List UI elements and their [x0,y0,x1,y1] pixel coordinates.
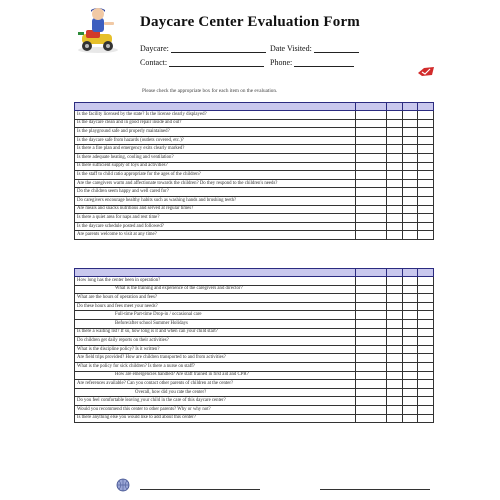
checkbox-cell[interactable] [386,294,402,303]
checkbox-cell[interactable] [402,171,418,180]
checkbox-cell[interactable] [402,119,418,128]
table-row [75,119,434,128]
table-row [75,188,434,197]
question-text: Full-time Part-time Drop-in / occasional care [75,311,356,320]
checkbox-cell[interactable] [386,380,402,389]
question-text: Are references available? Can you contact other parents of children at the center? [75,380,356,389]
question-text: How long has the center been in operation? [75,277,356,286]
checkbox-cell[interactable] [418,136,434,145]
checkbox-cell[interactable] [386,214,402,223]
checkbox-cell[interactable] [402,214,418,223]
question-text: Is there adequate heating, cooling and ventilation? [75,153,356,162]
checkbox-cell[interactable] [418,277,434,286]
checkbox-cell[interactable] [386,145,402,154]
question-text: Is the daycare schedule posted and followed? [75,222,356,231]
question-text: Is there a waiting list? If so, how long is it and when can your child start? [75,328,356,337]
question-text: Are meals and snacks nutritious and served at regular times? [75,205,356,214]
checkbox-cell[interactable] [386,196,402,205]
comment-cell[interactable] [355,362,386,371]
checkbox-cell[interactable] [418,153,434,162]
child-clipart-icon [70,6,126,54]
checkbox-cell[interactable] [386,362,402,371]
table-row [75,277,434,286]
comment-cell[interactable] [355,302,386,311]
comment-cell[interactable] [355,388,386,397]
checkbox-cell[interactable] [386,397,402,406]
table-row [75,337,434,346]
checkbox-cell[interactable] [386,337,402,346]
date-visited-field[interactable] [270,44,359,53]
checkbox-cell[interactable] [402,345,418,354]
checkbox-cell[interactable] [386,302,402,311]
question-text: How are emergencies handled? Are staff trained in first aid and CPR? [75,371,356,380]
table-row [75,171,434,180]
table-row [75,136,434,145]
daycare-field[interactable] [140,44,266,53]
table-row [75,111,434,120]
table-row [75,380,434,389]
checkbox-cell[interactable] [386,328,402,337]
comment-cell[interactable] [355,196,386,205]
checkbox-cell[interactable] [402,328,418,337]
table-row [75,285,434,294]
checkbox-cell[interactable] [418,405,434,414]
table-row [75,354,434,363]
daycare-label: Daycare: [140,44,169,53]
checkbox-cell[interactable] [418,162,434,171]
phone-field[interactable] [270,58,354,67]
checkbox-cell[interactable] [402,388,418,397]
checkbox-cell[interactable] [402,128,418,137]
checkbox-cell[interactable] [402,111,418,120]
checkbox-cell[interactable] [386,153,402,162]
checkbox-cell[interactable] [402,222,418,231]
checkbox-cell[interactable] [418,231,434,240]
checkbox-cell[interactable] [386,285,402,294]
checkbox-cell[interactable] [402,371,418,380]
checkbox-cell[interactable] [418,294,434,303]
table-row [75,222,434,231]
checkbox-cell[interactable] [402,380,418,389]
checkbox-cell[interactable] [418,311,434,320]
signature-line [140,488,260,490]
question-text: What is the training and experience of the caregivers and director? [75,285,356,294]
date-visited-label: Date Visited: [270,44,312,53]
checkbox-cell[interactable] [418,302,434,311]
table-row [75,205,434,214]
checkbox-cell[interactable] [386,179,402,188]
checkbox-cell[interactable] [402,136,418,145]
comment-cell[interactable] [355,136,386,145]
comment-cell[interactable] [355,285,386,294]
phone-label: Phone: [270,58,293,67]
question-text: Is there a quiet area for naps and rest time? [75,214,356,223]
question-text: What is the discipline policy? Is it written? [75,345,356,354]
checkbox-cell[interactable] [386,188,402,197]
checkbox-cell[interactable] [418,188,434,197]
checkbox-cell[interactable] [402,179,418,188]
comment-cell[interactable] [355,162,386,171]
checkbox-cell[interactable] [386,128,402,137]
table-row [75,128,434,137]
table-row [75,311,434,320]
table-row [75,328,434,337]
checkbox-cell[interactable] [386,414,402,423]
question-text: Is there a fire plan and emergency exits clearly marked? [75,145,356,154]
table-row [75,214,434,223]
comment-cell[interactable] [355,145,386,154]
checkbox-cell[interactable] [386,119,402,128]
checkbox-cell[interactable] [402,196,418,205]
table-row [75,162,434,171]
checkbox-cell[interactable] [418,345,434,354]
checkbox-cell[interactable] [418,388,434,397]
question-text: Are parents welcome to visit at any time? [75,231,356,240]
checkbox-cell[interactable] [418,196,434,205]
checkbox-cell[interactable] [418,362,434,371]
checkbox-cell[interactable] [418,119,434,128]
comment-cell[interactable] [355,119,386,128]
question-text: Is there sufficient supply of toys and activities? [75,162,356,171]
checkbox-cell[interactable] [386,405,402,414]
checkbox-cell[interactable] [418,171,434,180]
checklist-table-1 [74,102,434,240]
table-row [75,294,434,303]
red-stamp-icon [416,64,436,78]
table-row [75,153,434,162]
table-row [75,397,434,406]
checkbox-cell[interactable] [402,285,418,294]
comment-cell[interactable] [355,205,386,214]
comment-cell[interactable] [355,345,386,354]
comment-cell[interactable] [355,354,386,363]
question-text: Would you recommend this center to other parents? Why or why not? [75,405,356,414]
checkbox-cell[interactable] [386,222,402,231]
checkbox-cell[interactable] [402,153,418,162]
checkbox-cell[interactable] [402,294,418,303]
checkbox-cell[interactable] [418,319,434,328]
checkbox-cell[interactable] [402,337,418,346]
question-text: What are the hours of operation and fees? [75,294,356,303]
checkbox-cell[interactable] [402,319,418,328]
question-text: Are the caregivers warm and affectionate towards the children? Do they respond to the children's needs? [75,179,356,188]
checkbox-cell[interactable] [418,285,434,294]
checkbox-cell[interactable] [418,179,434,188]
checkbox-cell[interactable] [402,362,418,371]
checkbox-cell[interactable] [386,171,402,180]
contact-field[interactable] [140,58,264,67]
checkbox-cell[interactable] [386,277,402,286]
question-text: Is the staff to child ratio appropriate for the ages of the children? [75,171,356,180]
table-header-row [75,269,434,277]
checkbox-cell[interactable] [418,337,434,346]
checkbox-cell[interactable] [418,145,434,154]
question-text: Do caregivers encourage healthy habits such as washing hands and brushing teeth? [75,196,356,205]
checkbox-cell[interactable] [402,397,418,406]
question-text: Is the facility licensed by the state? Is the license clearly displayed? [75,111,356,120]
checkbox-cell[interactable] [418,397,434,406]
question-text: Do you feel comfortable leaving your child in the care of this daycare center? [75,397,356,406]
question-text: Do the children seem happy and well cared for? [75,188,356,197]
table-row [75,345,434,354]
question-text: Is the daycare safe from hazards (outlets covered, etc.)? [75,136,356,145]
comment-cell[interactable] [355,371,386,380]
checkbox-cell[interactable] [386,371,402,380]
globe-logo-icon [116,478,130,492]
comment-cell[interactable] [355,380,386,389]
table-row [75,196,434,205]
table-row [75,371,434,380]
question-text: Do these hours and fees meet your needs? [75,302,356,311]
checkbox-cell[interactable] [402,188,418,197]
comment-cell[interactable] [355,311,386,320]
question-text: Do children get daily reports on their activities? [75,337,356,346]
question-text: Is the daycare clean and in good repair inside and out? [75,119,356,128]
question-text: Overall, how did you rate the center? [75,388,356,397]
instructions-text: Please check the appropriate box for each item on the evaluation. [142,88,278,94]
table-header-row [75,103,434,111]
comment-cell[interactable] [355,328,386,337]
table-row [75,145,434,154]
checkbox-cell[interactable] [386,205,402,214]
checkbox-cell[interactable] [418,128,434,137]
checkbox-cell[interactable] [402,205,418,214]
checkbox-cell[interactable] [418,328,434,337]
question-text: Is the playground safe and properly maintained? [75,128,356,137]
date-line [320,488,430,490]
comment-cell[interactable] [355,179,386,188]
checkbox-cell[interactable] [402,405,418,414]
checkbox-cell[interactable] [402,231,418,240]
form-title: Daycare Center Evaluation Form [140,14,360,30]
comment-cell[interactable] [355,214,386,223]
question-text: Before/after school Summer Holidays [75,319,356,328]
checkbox-cell[interactable] [402,162,418,171]
checkbox-cell[interactable] [418,414,434,423]
checkbox-cell[interactable] [418,111,434,120]
table-row [75,388,434,397]
checkbox-cell[interactable] [402,354,418,363]
question-text: Are field trips provided? How are children transported to and from activities? [75,354,356,363]
comment-cell[interactable] [355,153,386,162]
contact-label: Contact: [140,58,168,67]
evaluation-form-page [70,6,442,494]
checkbox-cell[interactable] [418,354,434,363]
comment-cell[interactable] [355,111,386,120]
checkbox-cell[interactable] [418,205,434,214]
checkbox-cell[interactable] [386,311,402,320]
checkbox-cell[interactable] [418,222,434,231]
comment-cell[interactable] [355,188,386,197]
checkbox-cell[interactable] [418,214,434,223]
table-row [75,302,434,311]
checkbox-cell[interactable] [386,319,402,328]
checkbox-cell[interactable] [386,136,402,145]
checkbox-cell[interactable] [402,302,418,311]
table-row [75,362,434,371]
comment-cell[interactable] [355,294,386,303]
checkbox-cell[interactable] [386,354,402,363]
checkbox-cell[interactable] [386,111,402,120]
comment-cell[interactable] [355,397,386,406]
checkbox-cell[interactable] [402,277,418,286]
question-text: What is the policy for sick children? Is there a nurse on staff? [75,362,356,371]
comment-cell[interactable] [355,277,386,286]
checkbox-cell[interactable] [418,380,434,389]
table-row [75,405,434,414]
comment-cell[interactable] [355,319,386,328]
comment-cell[interactable] [355,414,386,423]
comment-cell[interactable] [355,337,386,346]
table-row [75,319,434,328]
question-text: Is there anything else you would like to add about this center? [75,414,356,423]
table-row [75,231,434,240]
comment-cell[interactable] [355,405,386,414]
comment-cell[interactable] [355,128,386,137]
checklist-table-2 [74,268,434,423]
checkbox-cell[interactable] [386,231,402,240]
checkbox-cell[interactable] [418,371,434,380]
checkbox-cell[interactable] [402,414,418,423]
checkbox-cell[interactable] [386,388,402,397]
comment-cell[interactable] [355,222,386,231]
table-row [75,179,434,188]
checkbox-cell[interactable] [386,345,402,354]
comment-cell[interactable] [355,231,386,240]
checkbox-cell[interactable] [402,311,418,320]
checkbox-cell[interactable] [386,162,402,171]
checkbox-cell[interactable] [402,145,418,154]
table-row [75,414,434,423]
comment-cell[interactable] [355,171,386,180]
